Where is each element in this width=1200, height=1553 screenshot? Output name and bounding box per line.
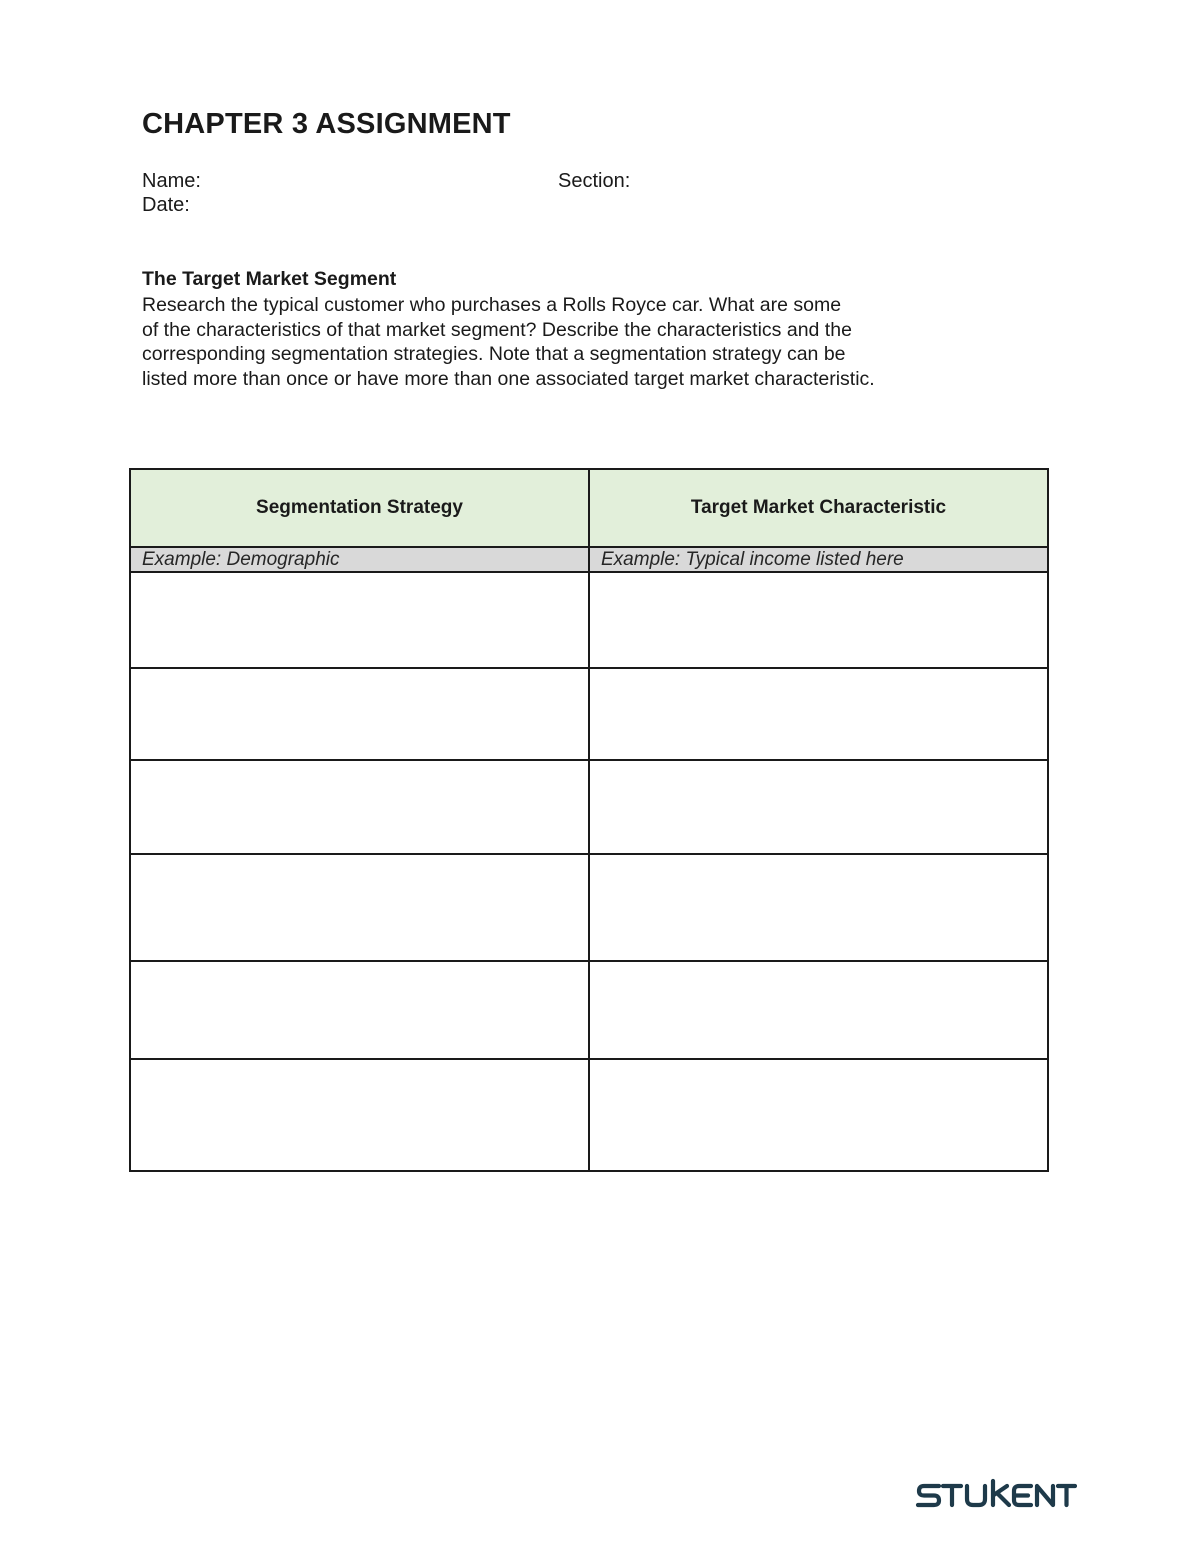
section-heading: The Target Market Segment [142,268,397,290]
table-row [130,1059,1048,1171]
strategy-cell[interactable] [130,961,589,1059]
example-characteristic-cell: Example: Typical income listed here [589,547,1048,572]
characteristic-cell[interactable] [589,668,1048,760]
instructions-line: corresponding segmentation strategies. Note that a segmentation strategy can be [142,343,846,365]
instructions [142,293,972,391]
characteristic-cell[interactable] [589,572,1048,668]
header-segmentation-strategy: Segmentation Strategy [130,469,589,547]
characteristic-cell[interactable] [589,854,1048,961]
characteristic-cell[interactable] [589,760,1048,854]
header-target-market-characteristic: Target Market Characteristic [589,469,1048,547]
instructions-line: of the characteristics of that market segment? Describe the characteristics and the [142,318,852,341]
characteristic-cell[interactable] [589,1059,1048,1171]
example-strategy-cell: Example: Demographic [130,547,589,572]
stukent-logo-icon [915,1478,1077,1514]
date-label: Date: [142,194,190,216]
page-title: CHAPTER 3 ASSIGNMENT [142,108,511,140]
table-row [130,961,1048,1059]
table-header-row [130,469,1048,547]
strategy-cell[interactable] [130,1059,589,1171]
segmentation-table [129,468,1049,1172]
table-row [130,668,1048,760]
strategy-cell[interactable] [130,572,589,668]
table-row [130,760,1048,854]
strategy-cell[interactable] [130,854,589,961]
name-label: Name: [142,170,201,192]
instructions-line: Research the typical customer who purchases a Rolls Royce car. What are some [142,294,842,316]
section-label: Section: [558,170,631,192]
instructions-line: listed more than once or have more than one associated target market characteristic. [142,367,875,390]
strategy-cell[interactable] [130,668,589,760]
characteristic-cell[interactable] [589,961,1048,1059]
example-row [130,547,1048,572]
strategy-cell[interactable] [130,760,589,854]
table-row [130,572,1048,668]
table-row [130,854,1048,961]
